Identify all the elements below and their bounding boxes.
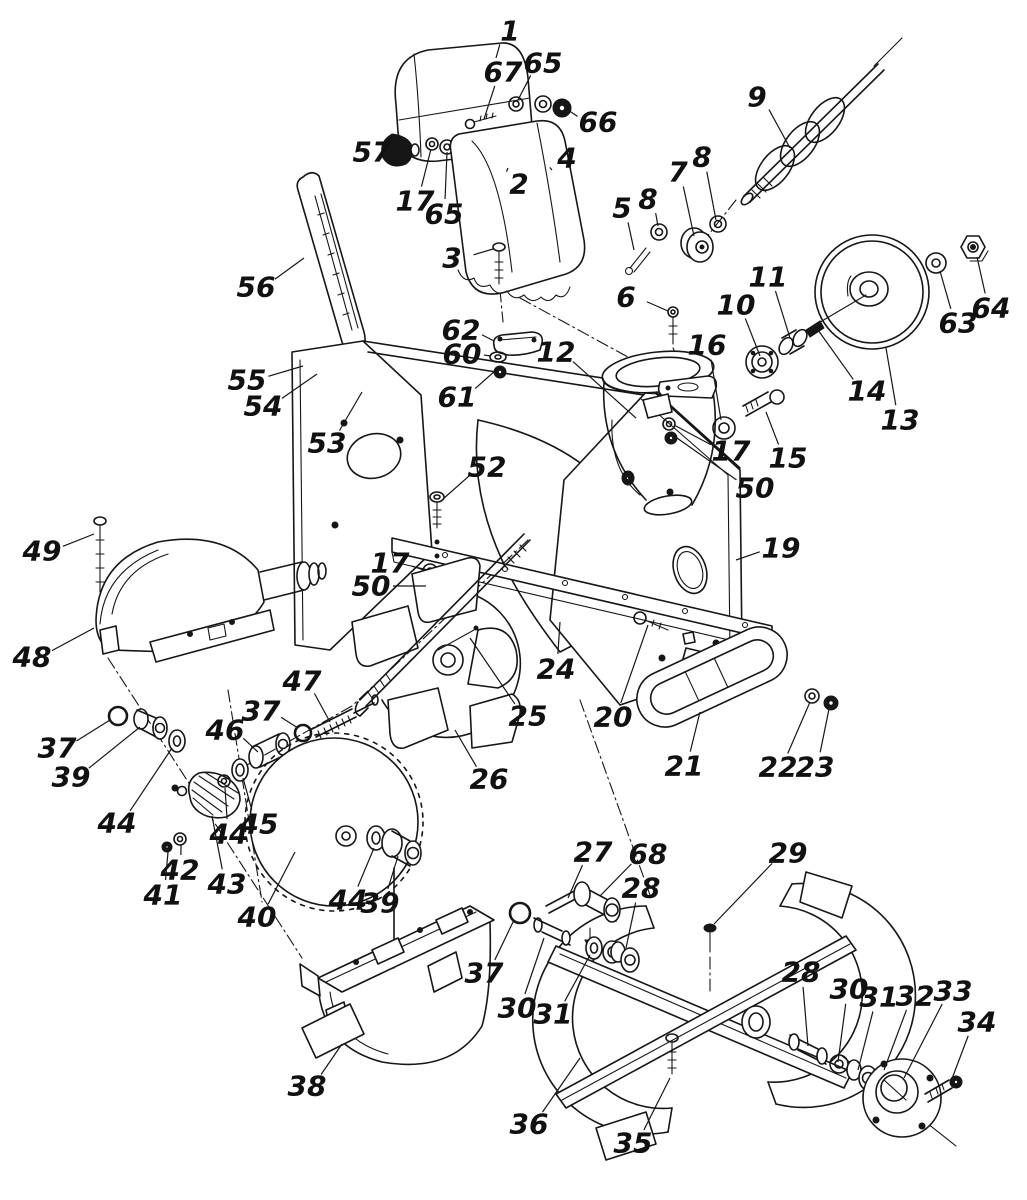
leader-line-8-11 — [707, 172, 716, 220]
part-label-67-1: 67 — [483, 55, 523, 89]
part-label-42-54: 42 — [160, 853, 200, 887]
part-label-31-70: 31 — [859, 980, 899, 1014]
part-label-32-71: 32 — [895, 979, 935, 1013]
part-label-17-32: 17 — [711, 434, 751, 468]
part-label-15-34: 15 — [768, 441, 808, 475]
leader-line-22-43 — [788, 702, 810, 754]
part-label-48-46: 48 — [12, 640, 52, 674]
part-label-66-3: 66 — [578, 105, 618, 139]
part-label-49-45: 49 — [22, 534, 62, 568]
part-label-5-14: 5 — [612, 191, 632, 225]
leader-line-9-10 — [769, 110, 790, 148]
leader-line-15-34 — [766, 412, 779, 444]
part-label-40-57: 40 — [237, 900, 277, 934]
part-label-53-26: 53 — [307, 426, 347, 460]
leader-line-30-62 — [525, 938, 544, 994]
part-label-1-0: 1 — [500, 14, 520, 48]
part-label-54-25: 54 — [243, 389, 283, 423]
part-label-19-40: 19 — [761, 531, 801, 565]
leader-line-39-48 — [89, 727, 140, 768]
part-label-36-75: 36 — [509, 1107, 549, 1141]
leader-line-61-29 — [475, 371, 495, 389]
part-label-16-18: 16 — [687, 328, 727, 362]
part-label-41-55: 41 — [143, 878, 183, 912]
part-label-65-2: 65 — [523, 46, 563, 80]
part-label-20-41: 20 — [593, 700, 633, 734]
leader-line-37-51 — [281, 717, 298, 728]
part-label-28-66: 28 — [621, 871, 661, 905]
leader-line-64-22 — [977, 257, 985, 294]
part-label-4-8: 4 — [557, 141, 577, 175]
part-label-30-69: 30 — [829, 972, 869, 1006]
leader-line-57-4 — [394, 150, 398, 151]
part-label-2-7: 2 — [509, 167, 529, 201]
leader-line-23-44 — [820, 709, 829, 752]
part-label-33-72: 33 — [933, 974, 973, 1008]
part-label-14-19: 14 — [847, 374, 887, 408]
leader-line-28-68 — [803, 987, 808, 1046]
part-label-37-61: 37 — [464, 956, 504, 990]
part-label-27-64: 27 — [573, 835, 613, 869]
part-label-68-65: 68 — [628, 837, 668, 871]
leader-line-44-49 — [130, 748, 172, 811]
part-label-7-12: 7 — [668, 155, 688, 189]
leader-line-56-23 — [275, 258, 304, 279]
part-label-31-63: 31 — [533, 997, 573, 1031]
part-label-64-22: 64 — [971, 291, 1011, 325]
leader-line-31-70 — [858, 1011, 873, 1070]
part-label-29-67: 29 — [768, 836, 808, 870]
part-label-56-23: 56 — [236, 270, 276, 304]
leader-line-37-47 — [76, 720, 110, 741]
leader-line-35-76 — [644, 1078, 670, 1130]
part-label-39-48: 39 — [51, 760, 91, 794]
leader-line-29-67 — [714, 863, 772, 924]
gearbox-upper-half — [94, 517, 326, 662]
part-label-46-50: 46 — [205, 713, 245, 747]
part-label-12-30: 12 — [536, 335, 576, 369]
part-label-17-35: 17 — [370, 546, 410, 580]
part-label-35-76: 35 — [613, 1126, 653, 1160]
part-label-61-29: 61 — [437, 380, 477, 414]
part-label-24-37: 24 — [536, 652, 576, 686]
leader-line-63-21 — [940, 271, 951, 309]
part-label-30-62: 30 — [497, 991, 537, 1025]
leader-line-47-58 — [314, 693, 330, 722]
part-label-13-20: 13 — [880, 403, 920, 437]
part-label-21-42: 21 — [664, 749, 704, 783]
part-label-47-58: 47 — [282, 664, 322, 698]
leader-line-48-46 — [52, 628, 94, 651]
part-label-26-39: 26 — [469, 762, 509, 796]
part-label-28-68: 28 — [781, 955, 821, 989]
part-label-37-47: 37 — [37, 731, 77, 765]
leader-line-52-31 — [443, 476, 469, 499]
leader-line-30-69 — [838, 1004, 846, 1062]
part-label-44-59: 44 — [328, 883, 368, 917]
part-label-8-13: 8 — [638, 182, 658, 216]
part-label-55-24: 55 — [227, 363, 267, 397]
part-label-23-44: 23 — [795, 750, 835, 784]
part-label-8-11: 8 — [692, 140, 712, 174]
part-label-37-51: 37 — [241, 694, 281, 728]
part-label-45-52: 45 — [239, 807, 279, 841]
part-label-43-56: 43 — [207, 867, 247, 901]
part-label-6-15: 6 — [616, 280, 636, 314]
part-label-9-10: 9 — [747, 80, 767, 114]
part-label-60-28: 60 — [442, 337, 482, 371]
leader-line-37-61 — [495, 920, 514, 960]
leader-line-11-16 — [775, 291, 790, 338]
leader-line-5-14 — [628, 222, 634, 250]
part-label-44-53: 44 — [209, 817, 249, 851]
leader-line-62-27 — [482, 335, 494, 341]
part-label-62-27: 62 — [441, 313, 481, 347]
part-label-50-33: 50 — [735, 471, 775, 505]
part-label-63-21: 63 — [938, 306, 978, 340]
part-label-39-60: 39 — [360, 886, 400, 920]
leader-line-49-45 — [63, 534, 94, 546]
leader-line-13-20 — [886, 348, 896, 405]
leader-line-28-66 — [626, 903, 636, 948]
part-label-34-73: 34 — [957, 1005, 997, 1039]
worm-gear — [189, 772, 240, 818]
part-label-52-31: 52 — [467, 450, 507, 484]
part-label-57-4: 57 — [352, 135, 392, 169]
part-label-10-17: 10 — [716, 288, 756, 322]
part-label-65-6: 65 — [424, 197, 464, 231]
part-label-22-43: 22 — [758, 750, 798, 784]
part-label-17-5: 17 — [395, 184, 435, 218]
part-label-11-16: 11 — [748, 260, 788, 294]
part-label-38-74: 38 — [287, 1069, 327, 1103]
part-label-50-36: 50 — [351, 569, 391, 603]
leader-line-6-15 — [647, 302, 668, 311]
part-label-25-38: 25 — [508, 699, 548, 733]
axle-hub-assembly — [789, 1034, 962, 1146]
part-label-3-9: 3 — [442, 241, 462, 275]
part-label-44-49: 44 — [97, 806, 137, 840]
